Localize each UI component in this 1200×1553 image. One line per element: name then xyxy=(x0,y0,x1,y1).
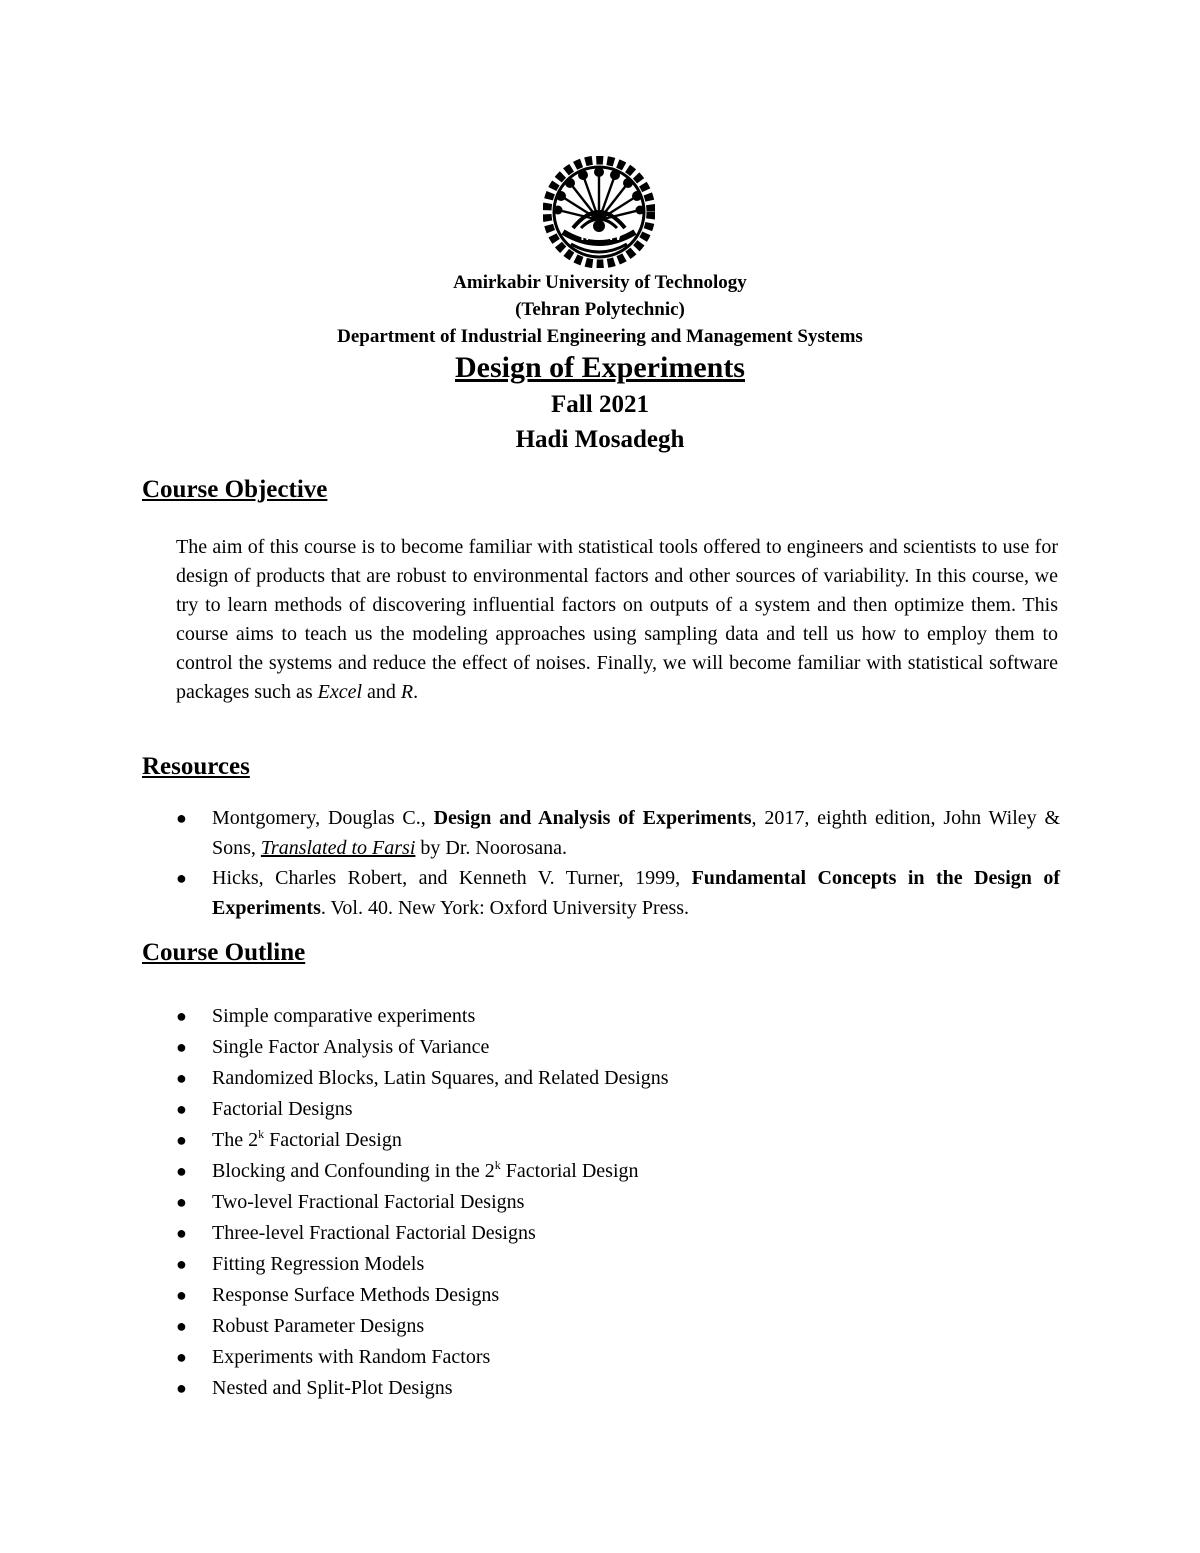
bullet-icon: ● xyxy=(176,1161,187,1181)
outline-item-label: Two-level Fractional Factorial Designs xyxy=(212,1191,525,1213)
bullet-icon: ● xyxy=(176,1068,187,1088)
svg-text:۳۷: ۳۷ xyxy=(609,232,622,243)
outline-item xyxy=(176,1187,669,1218)
resource-author: Montgomery, Douglas C., xyxy=(212,807,434,829)
outline-item xyxy=(176,1125,669,1156)
bullet-icon: ● xyxy=(176,1223,187,1243)
objective-and: and xyxy=(362,681,401,703)
objective-excel: Excel xyxy=(317,681,363,703)
outline-item xyxy=(176,1311,669,1342)
outline-item-label: Randomized Blocks, Latin Squares, and Related Designs xyxy=(212,1067,669,1089)
course-outline-list xyxy=(176,1001,669,1404)
resource-author: Hicks, Charles Robert, and Kenneth V. Turner, 1999, xyxy=(212,867,692,889)
translated-to-farsi-link[interactable]: Translated to Farsi xyxy=(260,837,416,859)
bullet-icon: ● xyxy=(176,868,187,888)
bullet-icon: ● xyxy=(176,1316,187,1336)
outline-item xyxy=(176,1280,669,1311)
resources-list xyxy=(176,803,1060,923)
objective-r: R xyxy=(400,681,414,703)
course-title: Design of Experiments xyxy=(455,351,745,384)
university-name: Amirkabir University of Technology xyxy=(453,272,747,293)
bullet-icon: ● xyxy=(176,1037,187,1057)
objective-text-body: The aim of this course is to become familiar with statistical tools offered to engineers and scientists to use for design of products that are robust to environmental factors and other sources of variability. In this course, we try to learn methods of discovering influential factors on outputs of a system and then optimize them. This course aims to teach us the modeling approaches using sampling data and tell us how to employ them to control the systems and reduce the effect of noises. Finally, we will become familiar with statistical software packages such as xyxy=(176,536,1058,703)
course-outline-heading: Course Outline xyxy=(142,939,306,966)
svg-text:۱۳: ۱۳ xyxy=(579,232,592,243)
outline-item-label-end: Factorial Design xyxy=(264,1129,402,1151)
outline-item-label: Robust Parameter Designs xyxy=(212,1315,425,1337)
resources-heading: Resources xyxy=(142,753,250,780)
outline-item-label: Single Factor Analysis of Variance xyxy=(212,1036,490,1058)
superscript-k: k xyxy=(494,1158,501,1172)
outline-item xyxy=(176,1063,669,1094)
outline-item-label: Three-level Fractional Factorial Designs xyxy=(212,1222,536,1244)
outline-item-label-end: Factorial Design xyxy=(500,1160,639,1182)
outline-item xyxy=(176,1156,669,1187)
bullet-icon: ● xyxy=(176,1192,187,1212)
outline-item xyxy=(176,1001,669,1032)
outline-item-label: Nested and Split-Plot Designs xyxy=(212,1377,453,1399)
department-name: Department of Industrial Engineering and Management Systems xyxy=(337,326,863,347)
resource-item xyxy=(176,863,1060,923)
resource-details: . Vol. 40. New York: Oxford University Press. xyxy=(320,897,690,919)
outline-item xyxy=(176,1218,669,1249)
bullet-icon: ● xyxy=(176,1130,187,1150)
outline-item xyxy=(176,1032,669,1063)
outline-item xyxy=(176,1342,669,1373)
resource-details: , 2017, eighth edition, John Wiley & Sons, xyxy=(212,807,1060,859)
outline-item xyxy=(176,1249,669,1280)
outline-item-label: The 2 xyxy=(212,1129,259,1151)
outline-item-label: Simple comparative experiments xyxy=(212,1005,476,1027)
resource-item xyxy=(176,803,1060,863)
bullet-icon: ● xyxy=(176,1347,187,1367)
university-alt-name: (Tehran Polytechnic) xyxy=(515,299,685,320)
outline-item-label: Response Surface Methods Designs xyxy=(212,1284,500,1306)
bullet-icon: ● xyxy=(176,808,187,828)
outline-item-label: Blocking and Confounding in the 2 xyxy=(212,1160,495,1182)
outline-item xyxy=(176,1373,669,1404)
outline-item xyxy=(176,1094,669,1125)
objective-end: . xyxy=(413,681,419,703)
course-objective-text xyxy=(176,533,1058,707)
instructor-name: Hadi Mosadegh xyxy=(515,426,685,453)
bullet-icon: ● xyxy=(176,1099,187,1119)
resource-translator: by Dr. Noorosana. xyxy=(415,837,568,859)
resource-title: Fundamental Concepts in the Design of Experiments xyxy=(212,867,1060,919)
course-objective-heading: Course Objective xyxy=(142,476,328,503)
course-term: Fall 2021 xyxy=(551,391,649,418)
bullet-icon: ● xyxy=(176,1254,187,1274)
bullet-icon: ● xyxy=(176,1285,187,1305)
superscript-k: k xyxy=(258,1127,265,1141)
resource-title: Design and Analysis of Experiments xyxy=(433,807,752,829)
outline-item-label: Experiments with Random Factors xyxy=(212,1346,491,1368)
university-emblem-icon xyxy=(543,156,655,268)
bullet-icon: ● xyxy=(176,1378,187,1398)
outline-item-label: Factorial Designs xyxy=(212,1098,353,1120)
outline-item-label: Fitting Regression Models xyxy=(212,1253,425,1275)
bullet-icon: ● xyxy=(176,1006,187,1026)
